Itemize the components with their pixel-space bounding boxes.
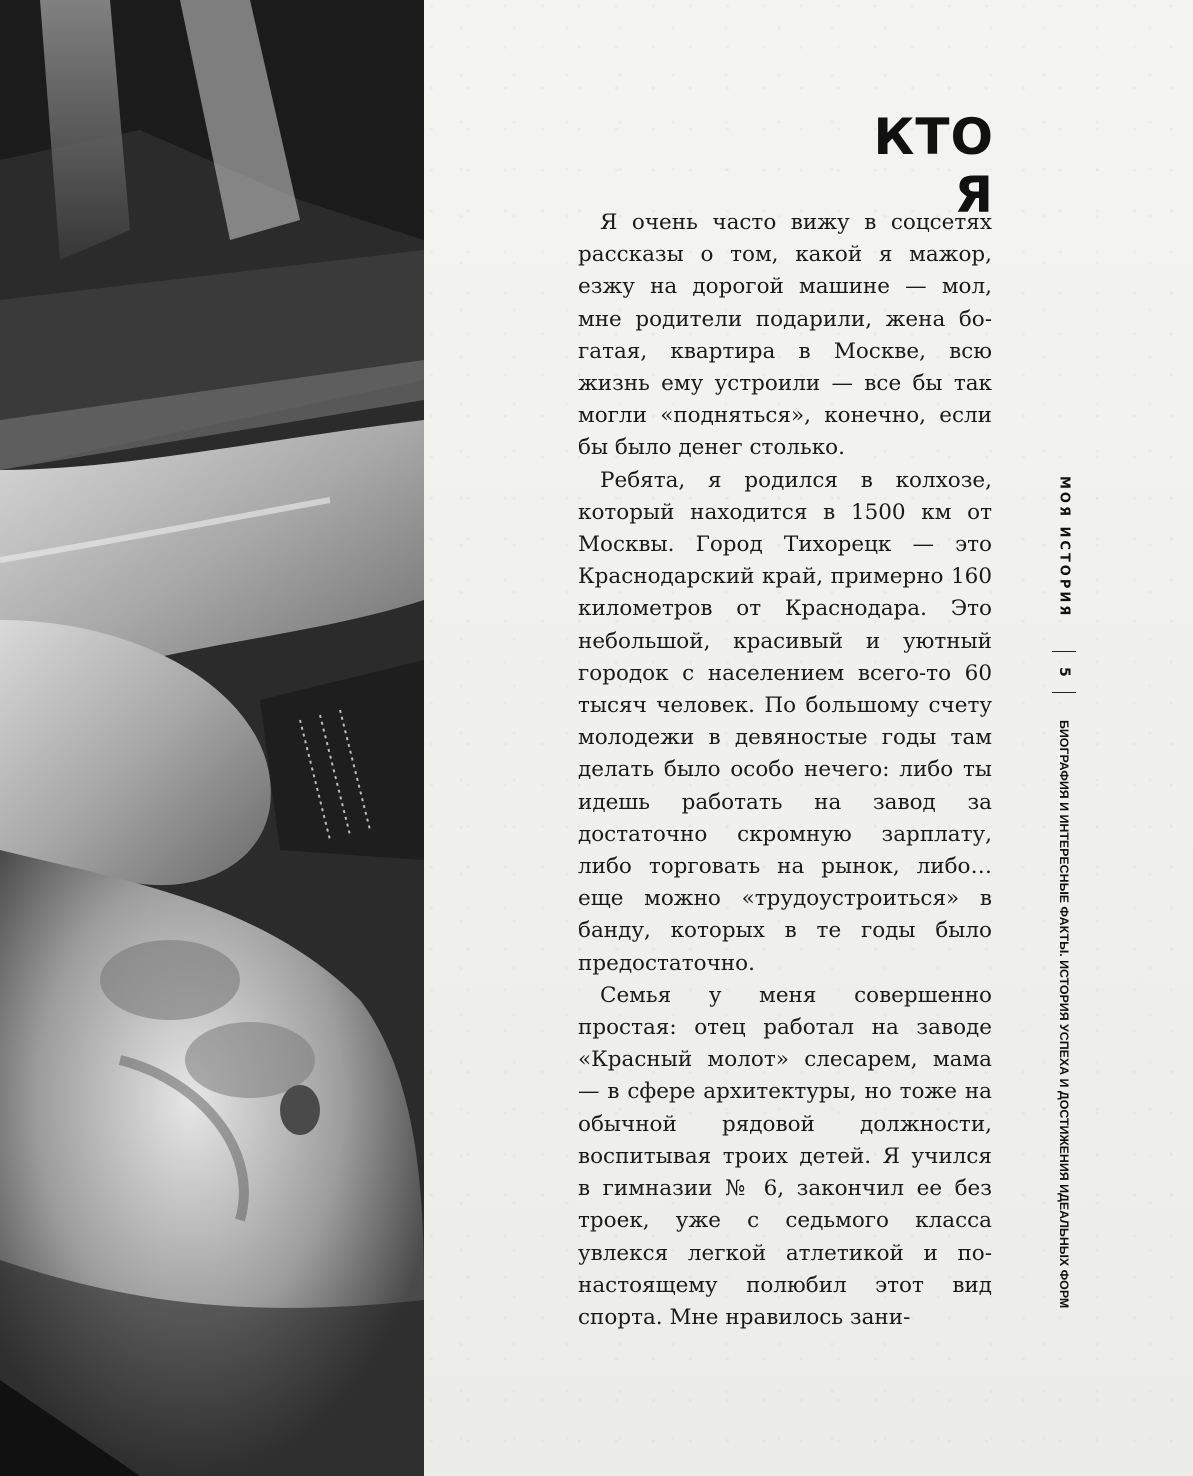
page-title: КТО Я xyxy=(873,108,994,224)
section-label: МОЯ ИСТОРИЯ xyxy=(1056,476,1072,619)
divider xyxy=(1052,651,1076,652)
paragraph-2: Ребята, я родился в колхозе, который находится в 1500 км от Москвы. Город Тихорецк — это Краснодарский край, примерно 160 километров от Краснодара. Это небольшой, красивый и уютный городок с населением всего-то 60 тысяч человек. По большому счету молодежи в девяностые годы там делать было особо нечего: либо ты идешь работать на завод за достаточно скромную зарплату, либо торговать на рынок, либо… еще можно «трудоустроиться» в банду, которых в те годы было предостаточно. xyxy=(578,467,992,976)
book-subtitle: БИОГРАФИЯ И ИНТЕРЕСНЫЕ ФАКТЫ. ИСТОРИЯ УСПЕХА И ДОСТИЖЕНИЯ ИДЕАЛЬНЫХ ФОРМ xyxy=(1057,720,1071,1309)
paragraph-3: Семья у меня совершенно простая: отец работал на заводе «Красный молот» слесарем, мама — в сфере архитектуры, но тоже на обычной рядовой должности, воспитывая троих детей. Я учился в гимназии № 6, закончил ее без троек, уже с седьмого класса увлекся легкой атлетикой и по-настоящему полюбил этот вид спорта. Мне нравилось зани- xyxy=(578,982,992,1330)
side-running-header xyxy=(1044,470,1084,1309)
torso-photo xyxy=(0,0,424,1476)
paragraph-1: Я очень часто вижу в соцсетях рассказы о том, какой я мажор, езжу на дорогой машине — мол, мне родители подарили, жена богатая, квартира в Москве, всю жизнь ему устроили — все бы так могли «подняться», конечно, если бы было денег столько. xyxy=(578,210,992,461)
text-page xyxy=(424,0,1193,1476)
photo-panel xyxy=(0,0,424,1476)
divider xyxy=(1052,692,1076,693)
page-number: 5 xyxy=(1056,667,1072,677)
body-text xyxy=(578,207,992,1334)
